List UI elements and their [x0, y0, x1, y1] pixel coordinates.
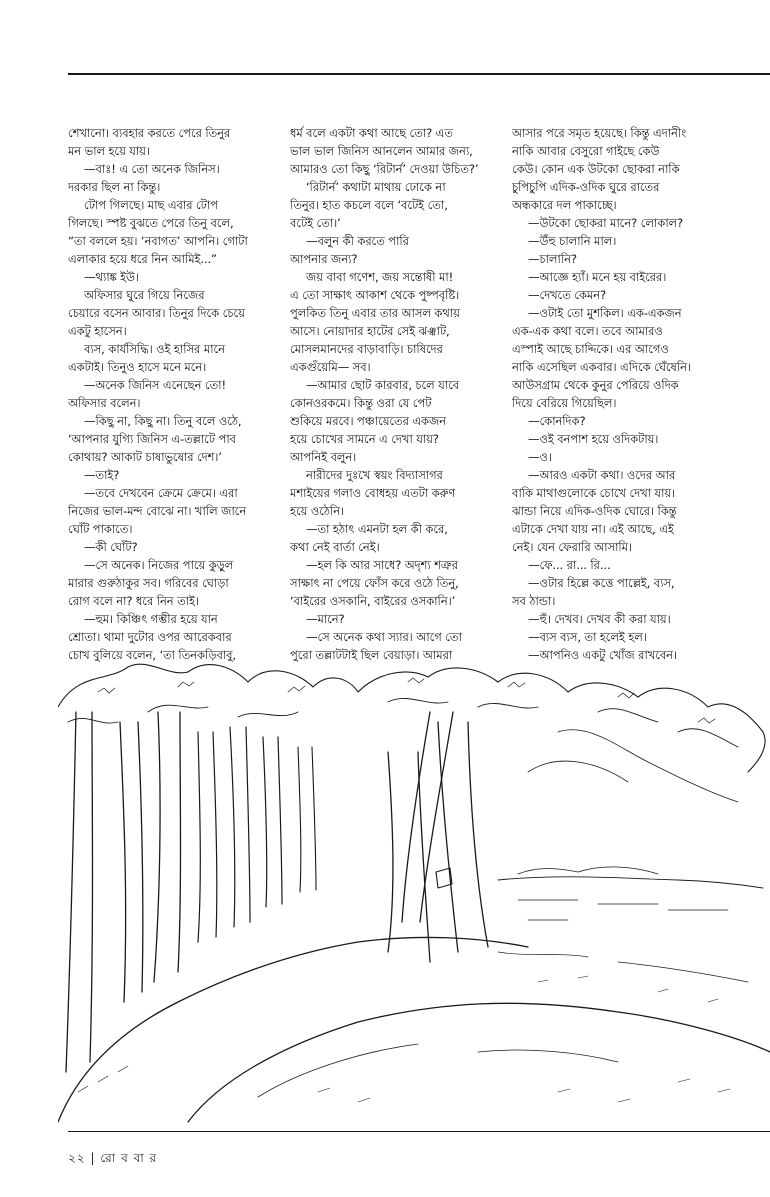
text-line: —ও।: [528, 450, 552, 464]
text-line: একগুঁয়েমি— সব।: [290, 360, 371, 374]
text-line: —সে অনেক কথা স্যার। আগে তো: [306, 630, 462, 644]
text-line: চেয়ারে বসেন আবার। তিনুর দিকে চেয়ে: [68, 306, 245, 320]
footer-separator: |: [90, 1151, 96, 1165]
page-footer: [68, 1150, 157, 1170]
text-line: ধর্ম বলে একটা কথা আছে তো? এত: [290, 126, 453, 140]
text-line: নেই। যেন ফেরারি আসামি।: [512, 540, 632, 554]
text-line: —হুম। কিঞ্চিৎ গম্ভীর হয়ে যান: [84, 612, 218, 626]
text-line: অফিসার বলেন।: [68, 396, 141, 410]
text-line: জয় বাবা গণেশ, জয় সন্তোষী মা!: [306, 270, 454, 284]
text-line: একটু হাসেন।: [68, 324, 127, 338]
text-line: ‘রিটার্ন’ কথাটা মাথায় ঢোকে না: [306, 180, 446, 194]
text-column-2: [290, 124, 512, 664]
text-line: নাকি আবার বেসুরো গাইছে কেউ: [512, 144, 660, 158]
text-line: —উটকো ছোকরা মানে? লোকাল?: [528, 216, 684, 230]
text-line: আউসগ্রাম থেকে কুনুর পেরিয়ে ওদিক: [512, 378, 679, 392]
text-line: —তাই?: [84, 468, 120, 482]
text-line: ভাল ভাল জিনিস আনলেন আমার জন্য,: [290, 144, 473, 158]
text-line: টোপ গিলছে। মাছ এবার টোপ: [84, 198, 218, 212]
text-line: —কিছু না, কিছু না। তিনু বলে ওঠে,: [84, 414, 242, 428]
text-line: হয়ে ওঠেনি।: [290, 504, 344, 518]
text-line: —আপনিও একটু খোঁজ রাখবেন।: [528, 648, 677, 662]
text-line: এটাকে দেখা যায় না। এই আছে, এই: [512, 522, 674, 536]
text-line: শুকিয়ে মরবে। পঞ্চায়েতের একজন: [290, 414, 446, 428]
footer-rule: [68, 1131, 770, 1132]
text-line: —হল কি আর সাধে? অদৃশ্য শত্রুর: [306, 558, 458, 572]
text-line: —তা হঠাৎ এমনটা হল কী করে,: [306, 522, 448, 536]
text-line: —সে অনেক। নিজের পায়ে কুড়ুল: [84, 558, 234, 572]
text-line: —কী ঘোঁট?: [84, 540, 138, 554]
text-line: দরকার ছিল না কিন্তু।: [68, 180, 161, 194]
text-line: নাকি এসেছিল একবার। এদিকে ঘেঁষেনি।: [512, 360, 691, 374]
text-line: এ তো সাক্ষাৎ আকাশ থেকে পুষ্পবৃষ্টি।: [290, 288, 460, 302]
text-line: সাক্ষাৎ না পেয়ে ফোঁস করে ওঠে তিনু,: [290, 576, 459, 590]
text-line: আপনার জন্য?: [290, 252, 358, 266]
text-line: বটেই তো।’: [290, 216, 341, 230]
text-line: “তা বললে হয়। ‘নবাগত’ আপনি। গোটা: [68, 234, 248, 248]
text-line: পুলকিত তিনু এবার তার আসল কথায়: [290, 306, 460, 320]
text-line: ঝান্ডা নিয়ে এদিক-ওদিক ঘোরে। কিন্তু: [512, 504, 677, 518]
text-line: —আমার ছোট কারবার, চলে যাবে: [306, 378, 460, 392]
text-line: —ফে... রা... রি...: [528, 558, 611, 572]
text-line: রোগ বলে না? ধরে নিন তাই।: [68, 594, 199, 608]
text-line: আসার পরে সমৃত হয়েছে। কিন্তু এদানীং: [512, 126, 687, 140]
text-line: —তবে দেখবেন ক্রেমে ক্রেমে। এরা: [84, 486, 238, 500]
text-line: চোখ বুলিয়ে বলেন, ‘তা তিনকড়িবাবু,: [68, 648, 236, 662]
text-line: গিলছে। স্পষ্ট বুঝতে পেরে তিনু বলে,: [68, 216, 234, 230]
text-line: বাকি মাথাগুলোকে চোখে দেখা যায়।: [512, 486, 676, 500]
text-line: আমারও তো কিছু ‘রিটার্ন’ দেওয়া উচিত?’: [290, 162, 479, 176]
text-line: নিজের ভাল-মন্দ বোঝে না। খালি জানে: [68, 504, 247, 518]
text-line: —আজ্ঞে হ্যাঁ। মনে হয় বাইরের।: [528, 270, 667, 284]
page-number: ২২: [68, 1151, 86, 1165]
text-line: —চালানি?: [528, 252, 577, 266]
text-line: —বলুন কী করতে পারি: [306, 234, 409, 248]
text-line: কোনওরকমে। কিন্তু ওরা যে পেট: [290, 396, 432, 410]
header-rule: [68, 73, 770, 75]
text-line: —ওটার হিল্লে কত্তে পাল্লেই, ব্যস,: [528, 576, 675, 590]
text-line: একটাই। তিনুও হাসে মনে মনে।: [68, 360, 207, 374]
text-line: মারার গুরুঠাকুর সব। গরিবের ঘোড়া: [68, 576, 229, 590]
text-column-1: [68, 124, 290, 664]
text-line: নারীদের দুঃখে স্বয়ং বিদ্যাসাগর: [306, 468, 443, 482]
magazine-name: রো ব বা র: [100, 1151, 158, 1165]
text-line: কথা নেই বার্তা নেই।: [290, 540, 380, 554]
text-line: মন ভাল হয়ে যায়।: [68, 144, 150, 158]
text-line: —দেখতে কেমন?: [528, 288, 607, 302]
text-line: ‘আপনার যুগ্যি জিনিস এ-তল্লাটে পাব: [68, 432, 236, 446]
text-line: মশাইয়ের গলাও বোধহয় এতটা করুণ: [290, 486, 456, 500]
text-line: কেউ। কোন এক উটকো ছোকরা নাকি: [512, 162, 680, 176]
text-column-3: [512, 124, 734, 664]
text-line: সব ঠান্ডা।: [512, 594, 556, 608]
text-line: —কোনদিক?: [528, 414, 586, 428]
text-line: এস্পাই আছে চাদ্দিকে। এর আগেও: [512, 342, 669, 356]
text-line: এলাকার হয়ে ধরে নিন আমিই...”: [68, 252, 217, 266]
text-line: —থ্যাঙ্ক ইউ।: [84, 270, 139, 284]
text-line: চুপিচুপি এদিক-ওদিক ঘুরে রাতের: [512, 180, 660, 194]
text-line: ঘোঁট পাকাতে।: [68, 522, 133, 536]
text-line: পুরো তল্লাটটাই ছিল বেয়াড়া। আমরা: [290, 648, 453, 662]
text-line: —অনেক জিনিস এনেছেন তো!: [84, 378, 226, 392]
text-line: —উঁহু চালানি মাল।: [528, 234, 617, 248]
text-line: ব্যস, কার্যসিদ্ধি। ওই হাসির মানে: [84, 342, 225, 356]
text-line: —হুঁ। দেখব। দেখব কী করা যায়।: [528, 612, 671, 626]
text-line: দিয়ে বেরিয়ে গিয়েছিল।: [512, 396, 617, 410]
text-line: শ্রোতা। থামা দুটোর ওপর আরেকবার: [68, 630, 232, 644]
text-line: তিনুর। হাত কচলে বলে ‘বটেই তো,: [290, 198, 448, 212]
forest-road-illustration: [58, 652, 770, 1126]
text-line: —ব্যস ব্যস, তা হলেই হল।: [528, 630, 647, 644]
text-line: শেখানো। ব্যবহার করতে পেরে তিনুর: [68, 126, 231, 140]
text-line: আপনিই বলুন।: [290, 450, 357, 464]
text-line: —ওটাই তো মুশকিল। এক-একজন: [528, 306, 682, 320]
text-line: —মানে?: [306, 612, 345, 626]
text-line: —বাঃ! এ তো অনেক জিনিস।: [84, 162, 220, 176]
text-line: অন্ধকারে দল পাকাচ্ছে।: [512, 198, 617, 212]
text-line: ‘বাইরের ওসকানি, বাইরের ওসকানি।’: [290, 594, 456, 608]
text-line: হয়ে চোখের সামনে এ দেখা যায়?: [290, 432, 439, 446]
text-line: —আরও একটা কথা। ওদের আর: [528, 468, 676, 482]
text-line: আসে। নোয়াদার হাটের সেই ঝঞ্ঝাট,: [290, 324, 450, 338]
text-line: অফিসার ঘুরে গিয়ে নিজের: [84, 288, 205, 302]
text-line: কোথায়? আকাট চাষাভুষোর দেশ।’: [68, 450, 222, 464]
text-line: —ওই বনপাশ হয়ে ওদিকটায়।: [528, 432, 659, 446]
text-line: এক-এক কথা বলে। তবে আমারও: [512, 324, 663, 338]
text-line: মোসলমানদের বাড়াবাড়ি। চাষিদের: [290, 342, 443, 356]
